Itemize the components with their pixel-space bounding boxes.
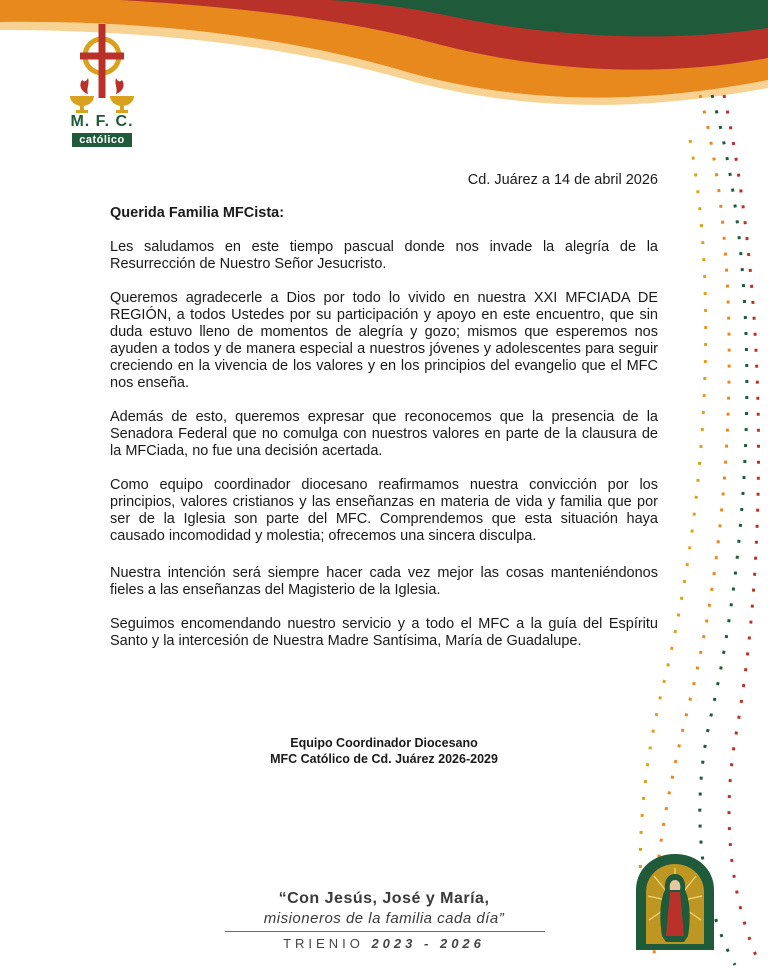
logo-subtitle: católico <box>72 133 132 147</box>
letter-paragraph: Como equipo coordinador diocesano reafirmamos nuestra convicción por los principios, valores cristianos y las enseñanzas en materia de vida y familia que por ser de la Iglesia son parte del MFC. Comprendemos que esta situación haya causado incomodidad y molestia; ofrecemos una sincera disculpa. <box>110 477 658 544</box>
letter-paragraph: Además de esto, queremos expresar que reconocemos que la presencia de la Senadora Federal que no comulga con nuestros valores en parte de la clausura de la MFCiada, no fue una decisión acertada. <box>110 409 658 459</box>
trienio-year-separator: - <box>424 936 433 951</box>
letter-greeting: Querida Familia MFCista: <box>110 205 285 221</box>
signature-line-1: Equipo Coordinador Diocesano <box>290 736 478 750</box>
letter-paragraph: Les saludamos en este tiempo pascual donde nos invade la alegría de la Resurrección de Nuestro Señor Jesucristo. <box>110 239 658 272</box>
trienio-label: TRIENIO <box>283 936 364 951</box>
footer-trienio <box>200 936 568 951</box>
footer-motto-line-1: “Con Jesús, José y María, <box>278 890 490 907</box>
virgin-of-guadalupe-emblem <box>634 852 716 950</box>
footer-divider <box>225 931 545 932</box>
trienio-year-start: 2023 <box>371 936 417 951</box>
letter-paragraph: Nuestra intención será siempre hacer cada vez mejor las cosas manteniéndonos fieles a las enseñanzas del Magisterio de la Iglesia. <box>110 565 658 598</box>
letter-paragraph: Queremos agradecerle a Dios por todo lo vivido en nuestra XXI MFCIADA DE REGIÓN, a todos Ustedes por su participación y apoyo en este encuentro, que sin duda estuvo lleno de momentos de alegría y gozo; mismos que esperemos nos ayuden a todos y de manera especial a nuestros jóvenes y adolescentes para seguir creciendo en la vivencia de los valores y en los principios del evangelio que el MFC nos enseña. <box>110 290 658 391</box>
signature-line-2: MFC Católico de Cd. Juárez 2026-2029 <box>270 752 498 766</box>
cross-chalice-icon <box>62 22 142 114</box>
letter-date: Cd. Juárez a 14 de abril 2026 <box>467 172 658 188</box>
footer-motto-line-2: misioneros de la familia cada día” <box>263 910 505 927</box>
logo-title: M. F. C. <box>70 113 134 130</box>
trienio-year-end: 2026 <box>439 936 485 951</box>
letter-paragraph: Seguimos encomendando nuestro servicio y a todo el MFC a la guía del Espíritu Santo y la intercesión de Nuestra Madre Santísima, María de Guadalupe. <box>110 616 658 649</box>
